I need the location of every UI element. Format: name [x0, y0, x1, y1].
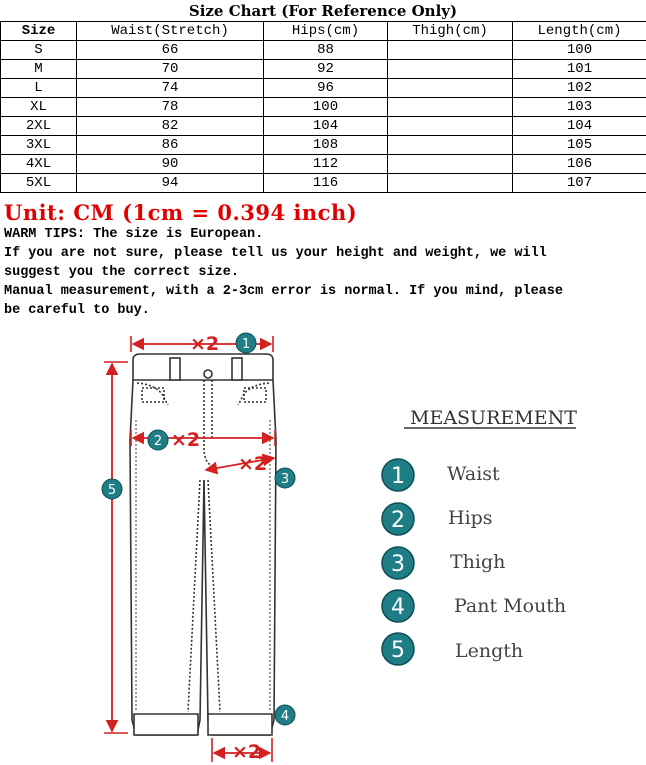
table-row — [1, 60, 646, 79]
hips-times2-label: ×2 — [171, 429, 201, 451]
cell-waist: 66 — [77, 41, 264, 60]
cell-waist: 90 — [77, 155, 264, 174]
cell-waist: 86 — [77, 136, 264, 155]
legend-label-hips: Hips — [448, 507, 493, 529]
cell-waist: 78 — [77, 98, 264, 117]
cell-waist: 74 — [77, 79, 264, 98]
cell-size: M — [1, 60, 77, 79]
unit-note: Unit: CM (1cm = 0.394 inch) — [4, 200, 358, 225]
legend-num-5: 5 — [391, 638, 405, 663]
table-row — [1, 136, 646, 155]
legend-item-pant-mouth — [382, 590, 566, 622]
tip-line-4: Manual measurement, with a 2-3cm error is normal. If you mind, please — [4, 284, 563, 299]
header-waist: Waist(Stretch) — [77, 22, 264, 41]
legend-label-length: Length — [455, 640, 524, 662]
legend-item-hips — [382, 503, 493, 535]
cell-hips: 96 — [264, 79, 388, 98]
cell-length: 100 — [513, 41, 646, 60]
cell-thigh — [388, 41, 513, 60]
cell-waist: 82 — [77, 117, 264, 136]
tip-line-2: If you are not sure, please tell us your height and weight, we will — [4, 246, 547, 261]
table-header-row — [1, 22, 646, 41]
cell-size: 5XL — [1, 174, 77, 193]
measurement-heading: MEASUREMENT — [410, 407, 577, 429]
size-table — [0, 21, 646, 193]
legend-item-thigh — [382, 547, 505, 579]
table-row — [1, 79, 646, 98]
cell-length: 101 — [513, 60, 646, 79]
cell-thigh — [388, 60, 513, 79]
pants-illustration — [130, 354, 276, 735]
table-row — [1, 41, 646, 60]
cell-waist: 94 — [77, 174, 264, 193]
cell-thigh — [388, 136, 513, 155]
table-row — [1, 174, 646, 193]
header-thigh: Thigh(cm) — [388, 22, 513, 41]
waist-times2-label: ×2 — [190, 333, 220, 355]
cell-length: 106 — [513, 155, 646, 174]
cell-waist: 70 — [77, 60, 264, 79]
cell-size: XL — [1, 98, 77, 117]
legend-label-pant-mouth: Pant Mouth — [454, 595, 567, 617]
cell-length: 104 — [513, 117, 646, 136]
measurement-diagram — [0, 320, 646, 765]
cell-length: 105 — [513, 136, 646, 155]
cell-hips: 100 — [264, 98, 388, 117]
cell-hips: 104 — [264, 117, 388, 136]
legend-num-1: 1 — [391, 464, 405, 489]
marker-5: 5 — [107, 483, 117, 498]
legend-label-waist: Waist — [447, 463, 500, 485]
legend-item-length — [382, 633, 523, 665]
cell-hips: 88 — [264, 41, 388, 60]
legend-num-4: 4 — [391, 595, 405, 620]
cell-thigh — [388, 98, 513, 117]
legend-num-3: 3 — [391, 552, 405, 577]
tip-line-1: WARM TIPS: The size is European. — [4, 227, 264, 242]
cell-size: 3XL — [1, 136, 77, 155]
cell-thigh — [388, 155, 513, 174]
table-row — [1, 155, 646, 174]
cell-thigh — [388, 117, 513, 136]
cell-length: 107 — [513, 174, 646, 193]
cell-hips: 112 — [264, 155, 388, 174]
table-body — [1, 41, 646, 193]
cell-hips: 108 — [264, 136, 388, 155]
marker-4: 4 — [280, 709, 290, 724]
legend-label-thigh: Thigh — [450, 551, 506, 573]
header-hips: Hips(cm) — [264, 22, 388, 41]
cell-size: 2XL — [1, 117, 77, 136]
cell-length: 103 — [513, 98, 646, 117]
header-length: Length(cm) — [513, 22, 646, 41]
cell-thigh — [388, 79, 513, 98]
measurement-lines — [104, 336, 275, 762]
size-chart-title: Size Chart (For Reference Only) — [188, 2, 458, 20]
cell-length: 102 — [513, 79, 646, 98]
pant-mouth-times2-label: ×2 — [232, 741, 262, 763]
marker-3: 3 — [280, 472, 290, 487]
cell-size: 4XL — [1, 155, 77, 174]
cell-hips: 92 — [264, 60, 388, 79]
legend-item-waist — [382, 459, 500, 491]
thigh-times2-label: ×2 — [238, 453, 268, 475]
marker-1: 1 — [241, 337, 251, 352]
legend — [382, 459, 566, 665]
tip-line-3: suggest you the correct size. — [4, 265, 239, 280]
tip-line-5: be careful to buy. — [4, 303, 150, 318]
legend-num-2: 2 — [391, 508, 405, 533]
cell-hips: 116 — [264, 174, 388, 193]
cell-size: L — [1, 79, 77, 98]
table-row — [1, 98, 646, 117]
header-size: Size — [1, 22, 77, 41]
cell-size: S — [1, 41, 77, 60]
table-row — [1, 117, 646, 136]
cell-thigh — [388, 174, 513, 193]
marker-2: 2 — [153, 434, 163, 449]
